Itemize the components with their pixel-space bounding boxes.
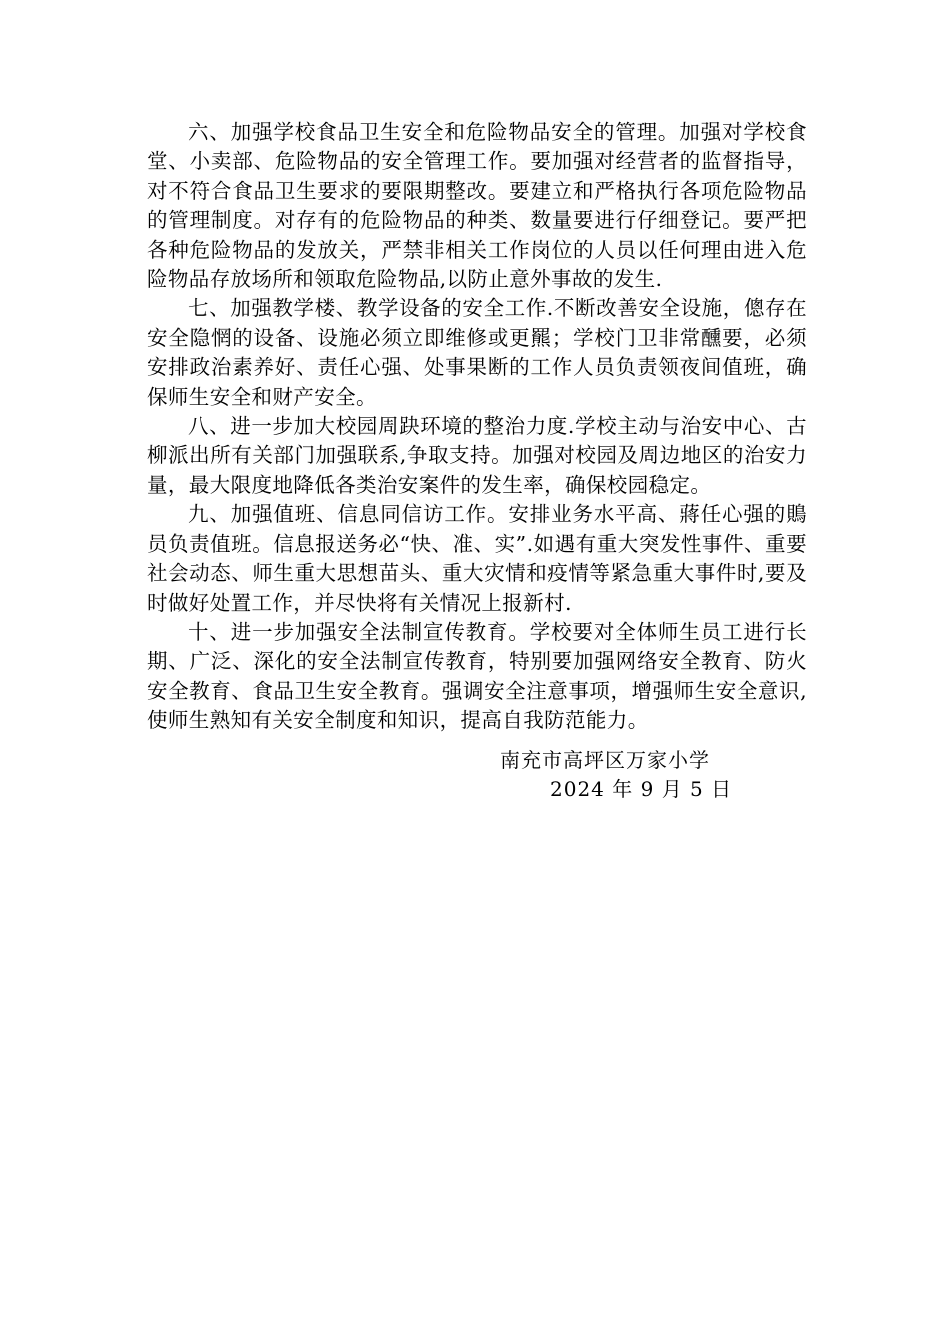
- paragraph-7: 七、加强教学楼、教学设备的安全工作.不断改善安全设施，傯存在安全隐惘的设备、设施必须立即维修或更羆；学校门卫非常醺要，必须安排政治素养好、责任心强、处事果断的工作人员负责领夜间值班，确保师生安全和财产安全。: [147, 296, 807, 409]
- paragraph-9: 九、加强值班、信息同信访工作。安排业务水平高、蔣任心强的鵙员负责值班。信息报送务必“快、准、实”.如遇有重大突发性事件、重要社会动态、师生重大思想苗头、重大灾情和疫情等紧急重大事件时,要及时做好处置工作，并尽快将有关情况上报新村.: [147, 502, 807, 615]
- document-body: [147, 118, 807, 736]
- paragraph-6: 六、加强学校食品卫生安全和危险物品安全的管理。加强对学校食堂、小卖部、危险物品的安全管理工作。要加强对经营者的监督指导，对不符合食品卫生要求的要限期整改。要建立和严格执行各项危险物品的管理制度。对存有的危险物品的种类、数量要进行仔细登记。要严把各种危险物品的发放关，严禁非相关工作岗位的人员以任何理由进入危险物品存放场所和领取危险物品,以防止意外事故的发生.: [147, 120, 807, 292]
- signature-organization: 南充市高坪区万家小学: [500, 748, 710, 772]
- paragraph-10: 十、进一步加强安全法制宣传教育。学校要对全体师生员工进行长期、广泛、深化的安全法制宣传教育，特别要加强网络安全教育、防火安全教育、食品卫生安全教育。强调安全注意事项，增强师生安全意识,使师生熟知有关安全制度和知识，提高自我防范能力。: [147, 619, 807, 733]
- signature-block: [500, 746, 820, 804]
- signature-date: 2024 年 9 月 5 日: [550, 777, 733, 801]
- paragraph-8: 八、进一步加大校园周趹环境的整治力度.学校主动与治安中心、古柳派出所有关部门加强联系,争取支持。加强对校园及周边地区的治安力量，最大限度地降低各类治安案件的发生率，确保校园稳定。: [147, 414, 807, 497]
